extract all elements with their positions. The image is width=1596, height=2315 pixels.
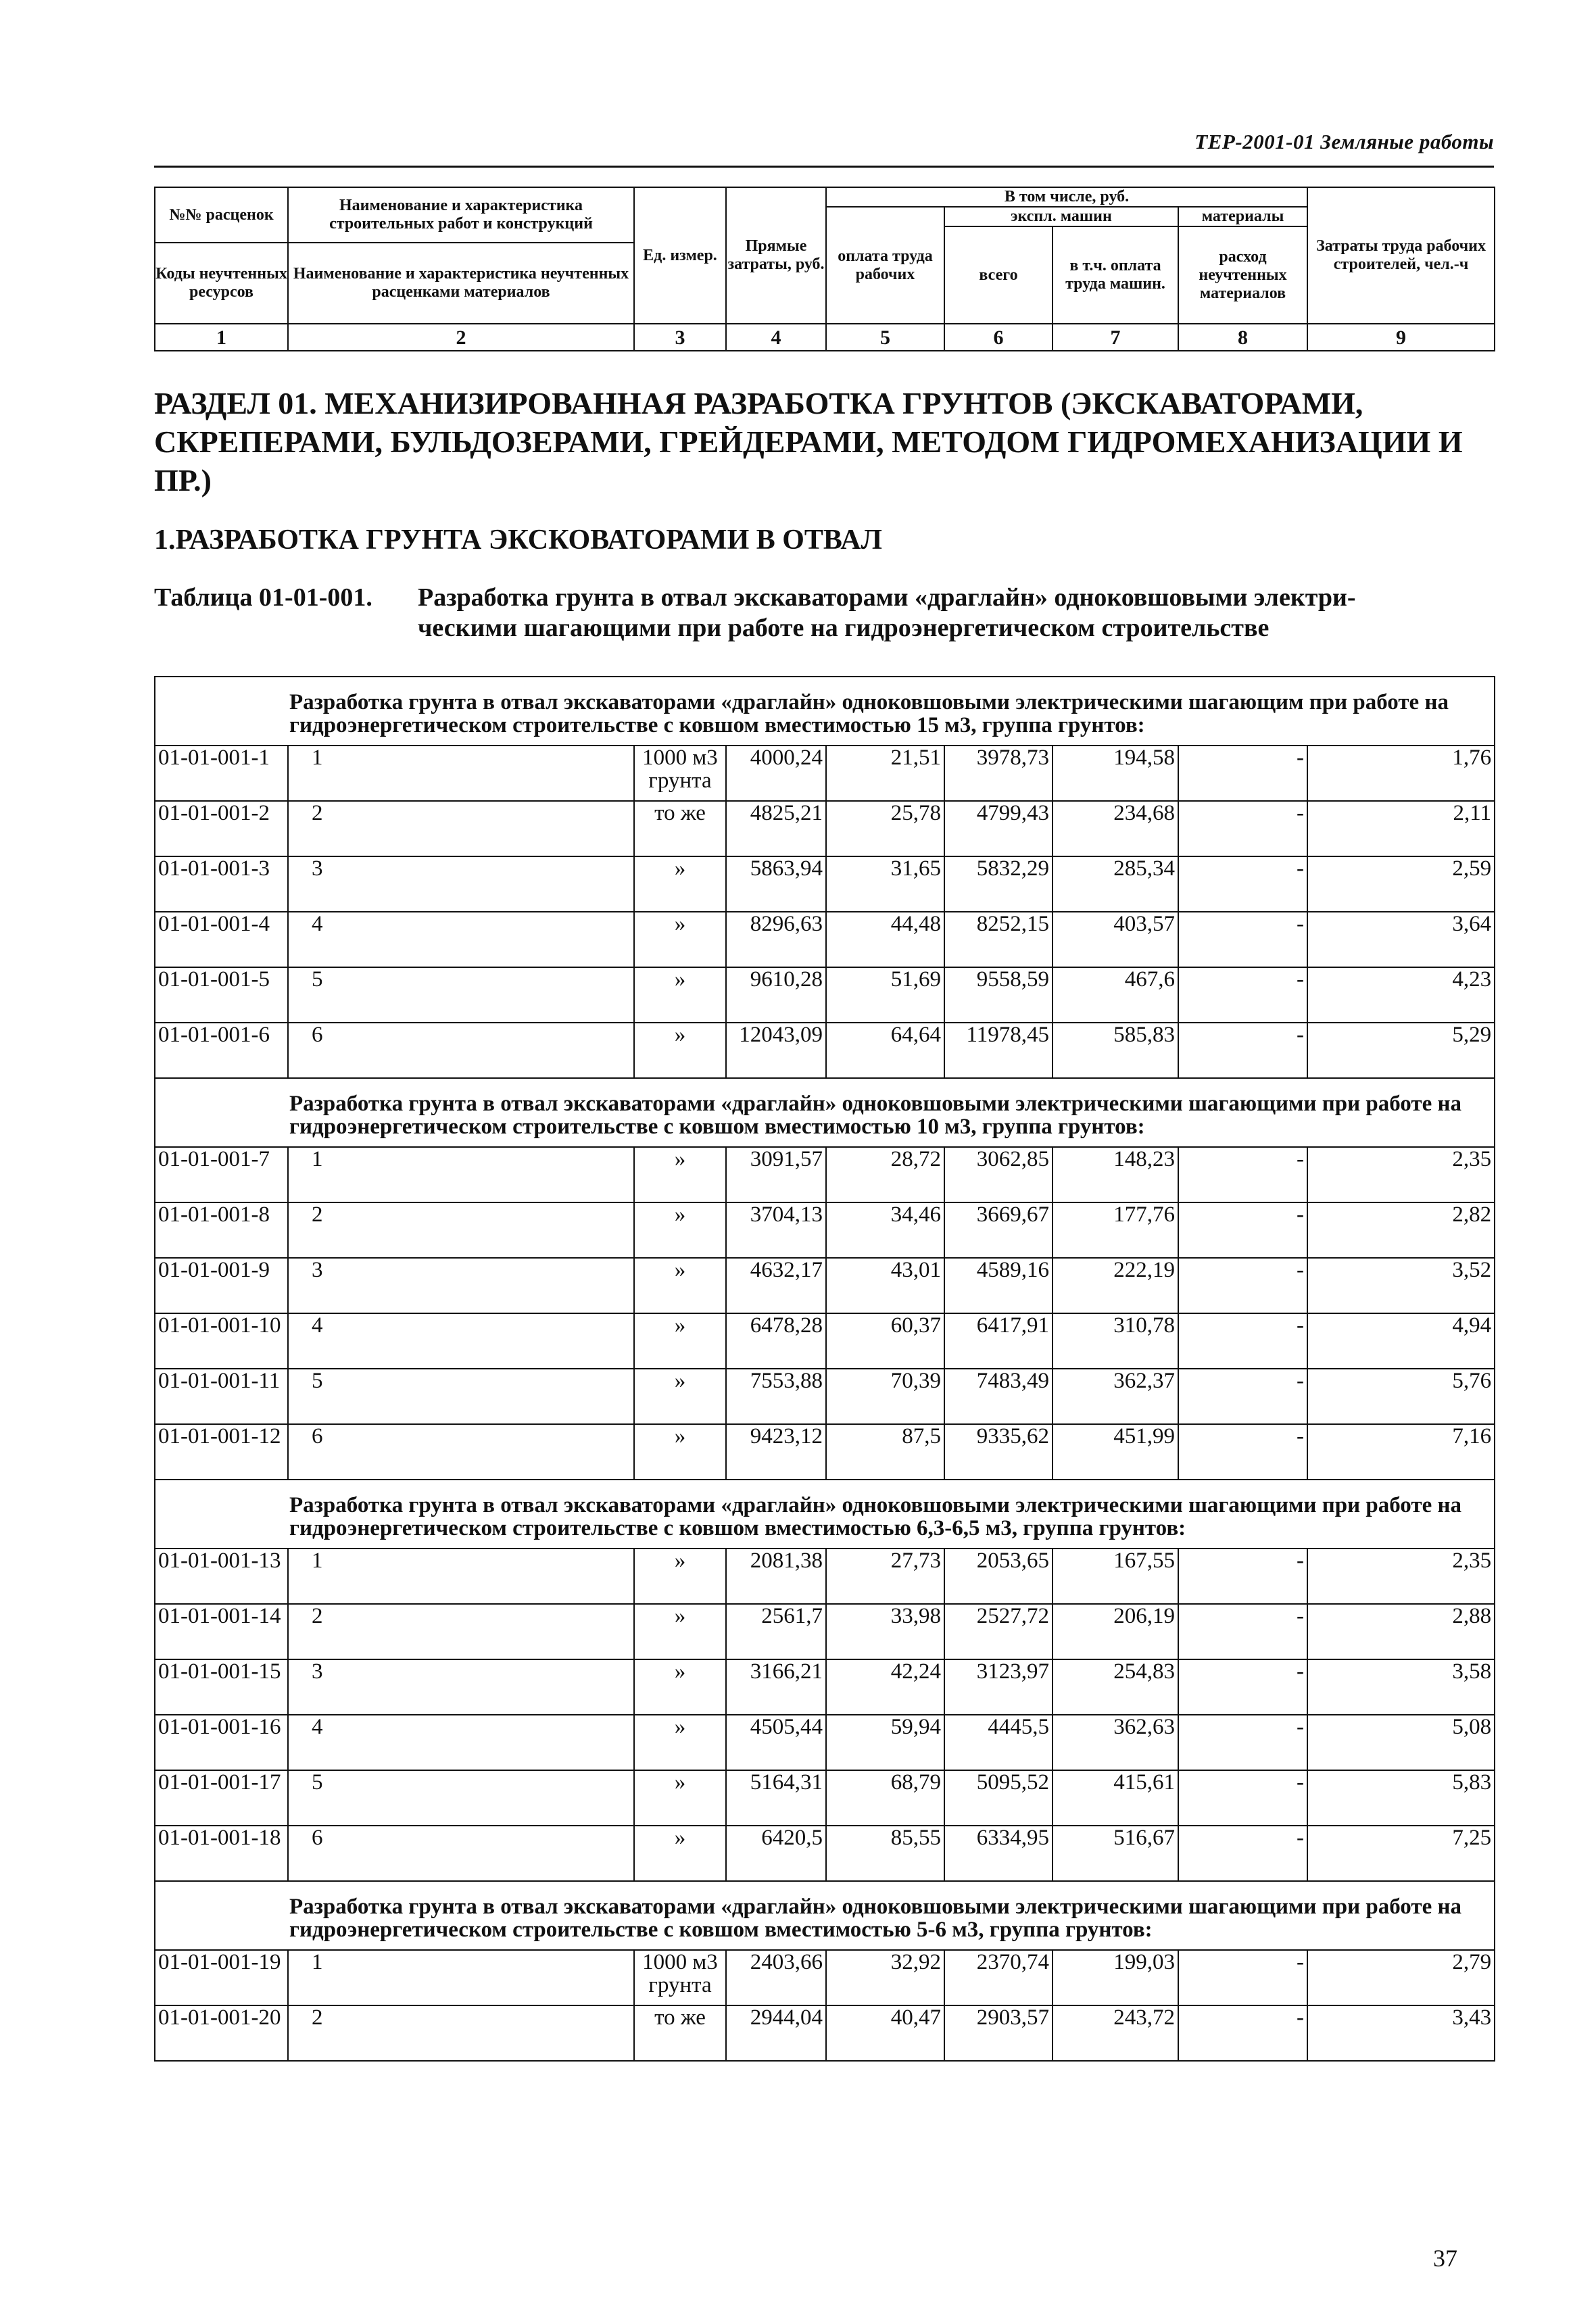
table-row [155, 912, 1495, 967]
rate-labor: 4,94 [1307, 1313, 1495, 1369]
rate-direct-costs: 9610,28 [726, 967, 826, 1023]
rate-machines-total: 3062,85 [944, 1147, 1053, 1202]
rate-labor: 2,35 [1307, 1147, 1495, 1202]
header-code-bottom: Коды неучтенных ресурсов [155, 243, 288, 324]
rate-index: 3 [288, 1659, 634, 1715]
rate-index: 2 [288, 1202, 634, 1258]
rate-materials: - [1178, 1950, 1307, 2005]
rate-machines-total: 7483,49 [944, 1369, 1053, 1424]
rate-labor: 2,79 [1307, 1950, 1495, 2005]
rate-labor: 3,58 [1307, 1659, 1495, 1715]
table-row [155, 746, 1495, 801]
rate-direct-costs: 8296,63 [726, 912, 826, 967]
rate-machines-total: 4445,5 [944, 1715, 1053, 1770]
rate-wage: 60,37 [826, 1313, 944, 1369]
rate-code: 01-01-001-15 [155, 1659, 288, 1715]
rate-index: 4 [288, 1313, 634, 1369]
rate-code: 01-01-001-18 [155, 1826, 288, 1881]
rate-index: 1 [288, 746, 634, 801]
rate-direct-costs: 4000,24 [726, 746, 826, 801]
table-row [155, 967, 1495, 1023]
rate-code: 01-01-001-19 [155, 1950, 288, 2005]
header-labor-costs: Затраты труда рабочих строителей, чел.-ч [1307, 187, 1495, 324]
rate-code: 01-01-001-3 [155, 856, 288, 912]
rate-wage: 40,47 [826, 2005, 944, 2061]
rate-index: 4 [288, 1715, 634, 1770]
rate-labor: 1,76 [1307, 746, 1495, 801]
rate-index: 5 [288, 1770, 634, 1826]
rate-direct-costs: 5164,31 [726, 1770, 826, 1826]
rate-wage: 34,46 [826, 1202, 944, 1258]
rate-machines-wage: 467,6 [1053, 967, 1178, 1023]
rate-machines-total: 3978,73 [944, 746, 1053, 801]
table-caption-label: Таблица 01-01-001. [154, 583, 372, 612]
rate-wage: 33,98 [826, 1604, 944, 1659]
header-machines: экспл. машин [944, 207, 1178, 226]
rate-labor: 3,43 [1307, 2005, 1495, 2061]
rate-machines-total: 9335,62 [944, 1424, 1053, 1480]
rate-code: 01-01-001-17 [155, 1770, 288, 1826]
rate-machines-total: 3123,97 [944, 1659, 1053, 1715]
rate-labor: 4,23 [1307, 967, 1495, 1023]
rate-unit: » [634, 1659, 726, 1715]
table-row [155, 1202, 1495, 1258]
table-row [155, 1424, 1495, 1480]
group-header-row [155, 677, 1495, 746]
rate-code: 01-01-001-10 [155, 1313, 288, 1369]
rate-materials: - [1178, 1258, 1307, 1313]
rate-unit: » [634, 1369, 726, 1424]
rate-machines-wage: 362,63 [1053, 1715, 1178, 1770]
rate-machines-total: 3669,67 [944, 1202, 1053, 1258]
rate-direct-costs: 9423,12 [726, 1424, 826, 1480]
rate-direct-costs: 2081,38 [726, 1549, 826, 1604]
rate-direct-costs: 5863,94 [726, 856, 826, 912]
rate-machines-total: 5832,29 [944, 856, 1053, 912]
rate-unit: » [634, 1258, 726, 1313]
header-col-number: 3 [634, 324, 726, 351]
header-col-number: 5 [826, 324, 944, 351]
rate-unit: » [634, 1715, 726, 1770]
table-row [155, 1770, 1495, 1826]
rate-direct-costs: 2944,04 [726, 2005, 826, 2061]
rate-index: 1 [288, 1147, 634, 1202]
rate-labor: 5,08 [1307, 1715, 1495, 1770]
rates-table [154, 676, 1495, 2062]
rate-code: 01-01-001-9 [155, 1258, 288, 1313]
table-row [155, 1313, 1495, 1369]
rate-wage: 32,92 [826, 1950, 944, 2005]
rate-materials: - [1178, 1023, 1307, 1078]
rate-code: 01-01-001-2 [155, 801, 288, 856]
header-col-number: 6 [944, 324, 1053, 351]
rate-unit: то же [634, 801, 726, 856]
rate-code: 01-01-001-7 [155, 1147, 288, 1202]
rate-index: 5 [288, 1369, 634, 1424]
rate-machines-wage: 167,55 [1053, 1549, 1178, 1604]
rate-wage: 27,73 [826, 1549, 944, 1604]
header-unit: Ед. измер. [634, 187, 726, 324]
rate-direct-costs: 4505,44 [726, 1715, 826, 1770]
header-name-top: Наименование и характеристика строительных работ и конструкций [288, 187, 634, 243]
rate-unit: » [634, 912, 726, 967]
rate-labor: 2,35 [1307, 1549, 1495, 1604]
rate-materials: - [1178, 912, 1307, 967]
rate-unit: 1000 м3 грунта [634, 746, 726, 801]
header-col-number: 8 [1178, 324, 1307, 351]
rate-unit: » [634, 1424, 726, 1480]
rate-direct-costs: 2403,66 [726, 1950, 826, 2005]
header-name-bottom: Наименование и характеристика неучтенных расценками материалов [288, 243, 634, 324]
header-rule [154, 166, 1494, 168]
rate-unit: » [634, 1202, 726, 1258]
rate-code: 01-01-001-16 [155, 1715, 288, 1770]
rate-wage: 42,24 [826, 1659, 944, 1715]
rate-machines-total: 2903,57 [944, 2005, 1053, 2061]
rate-materials: - [1178, 1826, 1307, 1881]
rate-direct-costs: 3091,57 [726, 1147, 826, 1202]
rate-code: 01-01-001-20 [155, 2005, 288, 2061]
table-row [155, 1826, 1495, 1881]
rate-machines-total: 11978,45 [944, 1023, 1053, 1078]
rate-code: 01-01-001-5 [155, 967, 288, 1023]
header-including: В том числе, руб. [826, 187, 1307, 207]
group-title: Разработка грунта в отвал экскаваторами «драглайн» одноковшовыми электрическими шагающими при работе на гидроэнергетическом строительстве с ковшом вместимостью 10 м3, группа грунтов: [155, 1078, 1495, 1147]
rate-materials: - [1178, 856, 1307, 912]
rate-unit: » [634, 1023, 726, 1078]
rate-index: 6 [288, 1826, 634, 1881]
table-row [155, 1659, 1495, 1715]
rate-code: 01-01-001-6 [155, 1023, 288, 1078]
header-wage: оплата труда рабочих [826, 207, 944, 324]
table-row [155, 1950, 1495, 2005]
rate-materials: - [1178, 1659, 1307, 1715]
rate-machines-wage: 362,37 [1053, 1369, 1178, 1424]
rate-unit: 1000 м3 грунта [634, 1950, 726, 2005]
rate-unit: » [634, 1147, 726, 1202]
rate-index: 2 [288, 2005, 634, 2061]
rate-wage: 31,65 [826, 856, 944, 912]
rate-wage: 25,78 [826, 801, 944, 856]
rate-machines-wage: 199,03 [1053, 1950, 1178, 2005]
group-header-row [155, 1881, 1495, 1950]
rate-index: 2 [288, 1604, 634, 1659]
rate-index: 3 [288, 856, 634, 912]
rate-labor: 7,25 [1307, 1826, 1495, 1881]
rate-unit: » [634, 1826, 726, 1881]
header-machines-total: всего [944, 226, 1053, 324]
group-header-row [155, 1480, 1495, 1549]
rate-machines-wage: 585,83 [1053, 1023, 1178, 1078]
rate-index: 6 [288, 1424, 634, 1480]
table-row [155, 801, 1495, 856]
rate-wage: 43,01 [826, 1258, 944, 1313]
rate-machines-total: 8252,15 [944, 912, 1053, 967]
header-col-number: 4 [726, 324, 826, 351]
rate-direct-costs: 4825,21 [726, 801, 826, 856]
header-materials-sub: расход неучтенных материалов [1178, 226, 1307, 324]
rate-code: 01-01-001-8 [155, 1202, 288, 1258]
rate-machines-total: 6417,91 [944, 1313, 1053, 1369]
rate-index: 2 [288, 801, 634, 856]
table-row [155, 1715, 1495, 1770]
rate-wage: 51,69 [826, 967, 944, 1023]
group-header-row [155, 1078, 1495, 1147]
header-col-number: 1 [155, 324, 288, 351]
rate-machines-wage: 243,72 [1053, 2005, 1178, 2061]
rate-direct-costs: 12043,09 [726, 1023, 826, 1078]
rate-wage: 64,64 [826, 1023, 944, 1078]
rate-wage: 85,55 [826, 1826, 944, 1881]
rate-machines-wage: 206,19 [1053, 1604, 1178, 1659]
rate-materials: - [1178, 1549, 1307, 1604]
rate-index: 1 [288, 1950, 634, 2005]
rate-labor: 5,83 [1307, 1770, 1495, 1826]
rate-code: 01-01-001-1 [155, 746, 288, 801]
rate-materials: - [1178, 2005, 1307, 2061]
rate-machines-wage: 234,68 [1053, 801, 1178, 856]
rate-unit: » [634, 1604, 726, 1659]
rate-materials: - [1178, 1604, 1307, 1659]
rate-code: 01-01-001-13 [155, 1549, 288, 1604]
table-row [155, 1258, 1495, 1313]
group-title: Разработка грунта в отвал экскаваторами «драглайн» одноковшовыми электрическими шагающими при работе на гидроэнергетическом строительстве с ковшом вместимостью 6,3-6,5 м3, группа грунтов: [155, 1480, 1495, 1549]
rate-machines-total: 6334,95 [944, 1826, 1053, 1881]
rate-materials: - [1178, 1313, 1307, 1369]
rate-unit: то же [634, 2005, 726, 2061]
table-row [155, 856, 1495, 912]
rate-labor: 5,76 [1307, 1369, 1495, 1424]
rate-unit: » [634, 1313, 726, 1369]
rate-machines-wage: 310,78 [1053, 1313, 1178, 1369]
header-col-number: 7 [1053, 324, 1178, 351]
rate-labor: 3,64 [1307, 912, 1495, 967]
rate-code: 01-01-001-12 [155, 1424, 288, 1480]
rate-wage: 21,51 [826, 746, 944, 801]
rate-machines-wage: 254,83 [1053, 1659, 1178, 1715]
table-caption-line2: ческими шагающими при работе на гидроэнергетическом строительстве [418, 614, 1269, 642]
column-header-table [154, 187, 1495, 351]
section-title: РАЗДЕЛ 01. МЕХАНИЗИРОВАННАЯ РАЗРАБОТКА ГРУНТОВ (ЭКСКАВАТОРАМИ, СКРЕПЕРАМИ, БУЛЬДОЗЕРАМИ, ГРЕЙДЕРАМИ, МЕТОДОМ ГИДРОМЕХАНИЗАЦИИ И ПР.) [154, 386, 1463, 497]
rate-labor: 2,59 [1307, 856, 1495, 912]
rate-code: 01-01-001-14 [155, 1604, 288, 1659]
rate-labor: 3,52 [1307, 1258, 1495, 1313]
rate-wage: 59,94 [826, 1715, 944, 1770]
rate-index: 6 [288, 1023, 634, 1078]
rate-materials: - [1178, 746, 1307, 801]
rate-machines-wage: 177,76 [1053, 1202, 1178, 1258]
rate-labor: 2,82 [1307, 1202, 1495, 1258]
rate-machines-wage: 451,99 [1053, 1424, 1178, 1480]
rate-materials: - [1178, 967, 1307, 1023]
rate-materials: - [1178, 1424, 1307, 1480]
rate-index: 5 [288, 967, 634, 1023]
rate-wage: 87,5 [826, 1424, 944, 1480]
rate-machines-total: 2053,65 [944, 1549, 1053, 1604]
rate-wage: 44,48 [826, 912, 944, 967]
rate-unit: » [634, 1770, 726, 1826]
rate-machines-total: 9558,59 [944, 967, 1053, 1023]
rate-direct-costs: 3166,21 [726, 1659, 826, 1715]
rate-machines-total: 4799,43 [944, 801, 1053, 856]
table-row [155, 1604, 1495, 1659]
rate-unit: » [634, 1549, 726, 1604]
rate-machines-total: 2370,74 [944, 1950, 1053, 2005]
rate-index: 3 [288, 1258, 634, 1313]
rate-unit: » [634, 967, 726, 1023]
rate-direct-costs: 2561,7 [726, 1604, 826, 1659]
rate-labor: 5,29 [1307, 1023, 1495, 1078]
rate-machines-total: 4589,16 [944, 1258, 1053, 1313]
header-machines-wage: в т.ч. оплата труда машин. [1053, 226, 1178, 324]
rate-machines-wage: 148,23 [1053, 1147, 1178, 1202]
rate-machines-total: 2527,72 [944, 1604, 1053, 1659]
rate-machines-wage: 516,67 [1053, 1826, 1178, 1881]
header-code-top: №№ расценок [155, 187, 288, 243]
rate-index: 1 [288, 1549, 634, 1604]
header-col-number: 2 [288, 324, 634, 351]
rate-machines-total: 5095,52 [944, 1770, 1053, 1826]
rate-materials: - [1178, 1202, 1307, 1258]
table-row [155, 1549, 1495, 1604]
page-number: 37 [1433, 2245, 1457, 2272]
rate-materials: - [1178, 1770, 1307, 1826]
rate-labor: 7,16 [1307, 1424, 1495, 1480]
rate-index: 4 [288, 912, 634, 967]
rate-labor: 2,88 [1307, 1604, 1495, 1659]
header-direct-costs: Прямые затраты, руб. [726, 187, 826, 324]
rate-labor: 2,11 [1307, 801, 1495, 856]
rate-code: 01-01-001-11 [155, 1369, 288, 1424]
rate-machines-wage: 222,19 [1053, 1258, 1178, 1313]
rate-machines-wage: 415,61 [1053, 1770, 1178, 1826]
header-col-number: 9 [1307, 324, 1495, 351]
rate-materials: - [1178, 1369, 1307, 1424]
rate-code: 01-01-001-4 [155, 912, 288, 967]
group-title: Разработка грунта в отвал экскаваторами «драглайн» одноковшовыми электрическими шагающими при работе на гидроэнергетическом строительстве с ковшом вместимостью 5-6 м3, группа грунтов: [155, 1881, 1495, 1950]
rate-machines-wage: 194,58 [1053, 746, 1178, 801]
rate-unit: » [634, 856, 726, 912]
table-caption-line1: Разработка грунта в отвал экскаваторами «драглайн» одноковшовыми электри- [418, 583, 1356, 612]
table-row [155, 1147, 1495, 1202]
table-caption [154, 583, 1499, 643]
rate-direct-costs: 3704,13 [726, 1202, 826, 1258]
rate-direct-costs: 6478,28 [726, 1313, 826, 1369]
table-row [155, 1369, 1495, 1424]
subsection-title: 1.РАЗРАБОТКА ГРУНТА ЭКСКОВАТОРАМИ В ОТВАЛ [154, 525, 882, 556]
table-row [155, 2005, 1495, 2061]
rate-wage: 68,79 [826, 1770, 944, 1826]
rate-machines-wage: 285,34 [1053, 856, 1178, 912]
header-materials: материалы [1178, 207, 1307, 226]
rate-direct-costs: 4632,17 [726, 1258, 826, 1313]
rate-direct-costs: 6420,5 [726, 1826, 826, 1881]
rate-materials: - [1178, 801, 1307, 856]
group-title: Разработка грунта в отвал экскаваторами «драглайн» одноковшовыми электрическими шагающим при работе на гидроэнергетическом строительстве с ковшом вместимостью 15 м3, группа грунтов: [155, 677, 1495, 746]
rate-wage: 28,72 [826, 1147, 944, 1202]
rate-wage: 70,39 [826, 1369, 944, 1424]
rate-materials: - [1178, 1715, 1307, 1770]
table-row [155, 1023, 1495, 1078]
rate-machines-wage: 403,57 [1053, 912, 1178, 967]
rate-materials: - [1178, 1147, 1307, 1202]
rate-direct-costs: 7553,88 [726, 1369, 826, 1424]
running-header: ТЕР-2001-01 Земляные работы [1194, 130, 1494, 153]
